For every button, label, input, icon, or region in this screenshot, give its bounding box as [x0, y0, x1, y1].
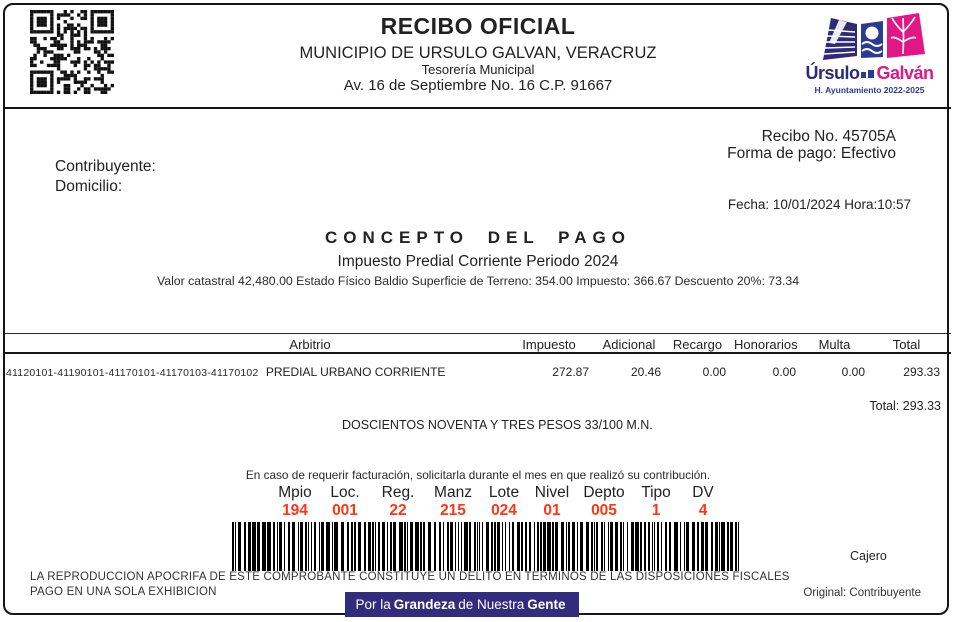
- slogan-banner: [345, 592, 579, 617]
- arbitrio-cell: [6, 365, 509, 379]
- account-codes: 41120101-41190101-41170101-41170103-41170102: [6, 367, 259, 379]
- key-header-lote: Lote: [488, 484, 520, 501]
- col-header-multa: Multa: [818, 337, 851, 352]
- key-value-mpio: 194: [282, 502, 308, 519]
- municipality-logo: [792, 10, 947, 102]
- receipt-number: Recibo No. 45705A: [761, 128, 896, 145]
- recargo-value: 0.00: [702, 365, 726, 379]
- contribuyente-label: Contribuyente:: [55, 158, 156, 175]
- cajero-label: Cajero: [850, 549, 887, 563]
- table-top-rule: [5, 333, 951, 334]
- key-value-lote: 024: [491, 502, 517, 519]
- office-address: Av. 16 de Septiembre No. 16 C.P. 91667: [343, 76, 613, 94]
- key-value-tipo: 1: [651, 502, 661, 519]
- header-divider: [5, 107, 951, 109]
- logo-name-left: Úrsulo: [805, 63, 860, 83]
- key-header-dv: DV: [692, 484, 714, 501]
- key-value-manz: 215: [440, 502, 466, 519]
- legal-text-line1: LA REPRODUCCION APOCRIFA DE ESTE COMPROBANTE CONSTITUYE UN DELITO EN TERMINOS DE LAS DISPOSICIONES FISCALES: [30, 571, 790, 583]
- original-copy-label: Original: Contribuyente: [803, 587, 921, 599]
- key-header-tipo: Tipo: [641, 484, 671, 501]
- table-row: [6, 365, 948, 379]
- concept-details: Valor catastral 42,480.00 Estado Físico Baldio Superficie de Terreno: 354.00 Impuesto: 366.67 Descuento 20%: 73.34: [156, 274, 800, 288]
- date-time: Fecha: 10/01/2024 Hora:10:57: [727, 197, 911, 212]
- logo-subtitle: H. Ayuntamiento 2022-2025: [814, 85, 925, 95]
- key-value-nivel: 01: [543, 502, 561, 519]
- logo-crest-icon: [795, 10, 945, 62]
- key-value-loc: 001: [332, 502, 358, 519]
- key-header-mpio: Mpio: [278, 484, 312, 501]
- multa-value: 0.00: [841, 365, 865, 379]
- table-header-rule: [5, 352, 951, 354]
- grand-total: Total: 293.33: [869, 399, 941, 413]
- key-value-reg: 22: [389, 502, 407, 519]
- total-value: 293.33: [903, 365, 940, 379]
- concept-description: Impuesto Predial Corriente Periodo 2024: [337, 253, 619, 270]
- municipality-name: MUNICIPIO DE URSULO GALVAN, VERACRUZ: [299, 43, 657, 62]
- col-header-adicional: Adicional: [602, 337, 656, 352]
- key-value-depto: 005: [591, 502, 617, 519]
- col-header-honorarios: Honorarios: [734, 337, 798, 352]
- col-header-arbitrio: Arbitrio: [289, 337, 331, 352]
- key-header-nivel: Nivel: [534, 484, 570, 501]
- key-header-manz: Manz: [434, 484, 472, 501]
- cadastral-key-values: [270, 502, 730, 520]
- banner-text-mid: de Nuestra: [458, 597, 525, 612]
- banner-text-bold2: Gente: [527, 597, 566, 612]
- honorarios-value: 0.00: [772, 365, 796, 379]
- office-name: Tesorería Municipal: [421, 62, 535, 78]
- banner-text-pre: Por la: [355, 597, 391, 612]
- arbitrio-name: PREDIAL URBANO CORRIENTE: [265, 365, 446, 379]
- domicilio-label: Domicilio:: [55, 178, 123, 195]
- amount-in-words: DOSCIENTOS NOVENTA Y TRES PESOS 33/100 M.N.: [342, 418, 653, 432]
- invoice-note: En caso de requerir facturación, solicitarla durante el mes en que realizó su contribución.: [245, 468, 711, 482]
- impuesto-value: 272.87: [552, 365, 589, 379]
- payment-method: Forma de pago: Efectivo: [727, 145, 896, 162]
- concept-section-title: CONCEPTO DEL PAGO: [325, 228, 631, 247]
- banner-text-bold1: Grandeza: [393, 597, 456, 612]
- party-block: [55, 157, 156, 197]
- receipt-header: [160, 14, 796, 95]
- key-value-dv: 4: [698, 502, 708, 519]
- table-header-row: [6, 337, 948, 352]
- adicional-value: 20.46: [630, 365, 661, 379]
- page-title: RECIBO OFICIAL: [380, 13, 576, 39]
- barcode: [232, 522, 740, 571]
- logo-name-right: Galván: [876, 63, 934, 83]
- logo-connector-icon: [861, 68, 874, 80]
- cadastral-key-headers: [270, 484, 730, 502]
- col-header-total: Total: [892, 337, 921, 352]
- col-header-recargo: Recargo: [672, 337, 723, 352]
- key-header-reg: Reg.: [381, 484, 415, 501]
- key-header-depto: Depto: [583, 484, 625, 501]
- legal-text-line2: PAGO EN UNA SOLA EXHIBICION: [30, 586, 217, 598]
- key-header-loc: Loc.: [330, 484, 360, 501]
- receipt-meta: [727, 128, 896, 162]
- col-header-impuesto: Impuesto: [522, 337, 576, 352]
- qr-code: [30, 10, 114, 96]
